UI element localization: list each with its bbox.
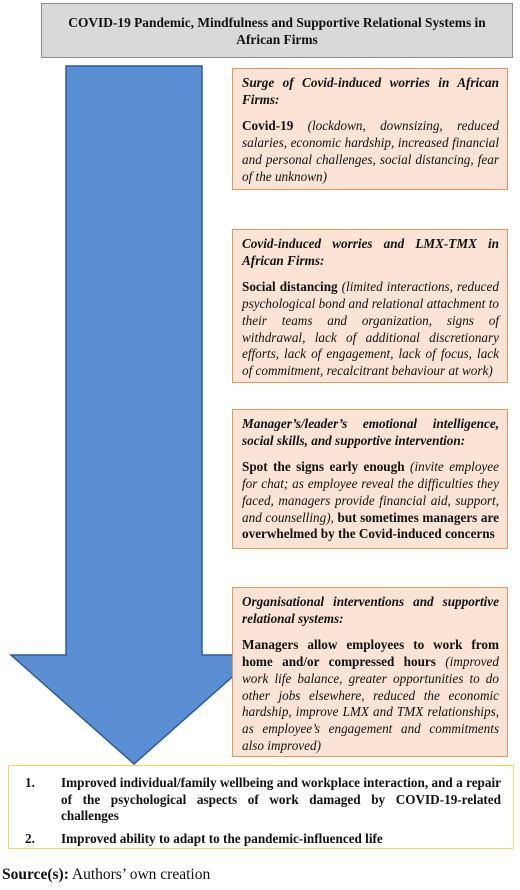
box-manager-intervention-title: Manager’s/leader’s emotional intelligence, social skills, and supportive intervention: (242, 416, 499, 448)
outcome-text: Improved ability to adapt to the pandemic-influenced life (61, 830, 383, 846)
outcomes-box (8, 765, 514, 849)
box-organisational-interventions-detail: (improved work life balance, greater opportunities to do other jobs elsewhere, reduced the economic hardship, improve LMX and TMX relationships, as employee’s engagement and commitments also improved) (242, 654, 499, 753)
outcomes-list (21, 775, 501, 847)
box-organisational-interventions-title: Organisational interventions and supportive relational systems: (242, 594, 499, 626)
outcome-item (21, 831, 501, 848)
outcome-number: 2. (25, 830, 35, 846)
source-caption (2, 866, 210, 884)
box-manager-intervention-detail: (invite employee for chat; as employee reveal the difficulties they faced, managers provide financial aid, support, and counselling), (242, 459, 499, 525)
outcome-number: 1. (25, 775, 35, 790)
box-organisational-interventions-body (242, 637, 499, 754)
box-lmx-tmx-body (242, 279, 499, 379)
box-lmx-tmx-detail: (limited interactions, reduced psychological bond and relational attachment to their teams and organization, signs of withdrawal, lack of additional discretionary efforts, lack of engagement, lack of focus, lack of commitment, recalcitrant behaviour at work) (242, 279, 499, 378)
box-covid-worries-detail: (lockdown, downsizing, reduced salaries, economic hardship, increased financial and personal challenges, social distancing, fear of the unknown) (242, 118, 499, 184)
source-text: Authors’ own creation (68, 866, 211, 883)
box-organisational-interventions (232, 587, 508, 757)
outcome-item (21, 775, 501, 825)
box-covid-worries-lead: Covid-19 (242, 118, 294, 134)
box-covid-worries-title: Surge of Covid-induced worries in African Firms: (242, 75, 499, 107)
box-lmx-tmx-title: Covid-induced worries and LMX-TMX in African Firms: (242, 236, 499, 268)
box-manager-intervention-tail: but sometimes managers are overwhelmed by the Covid-induced concerns (242, 509, 499, 542)
diagram-title-text: COVID-19 Pandemic, Mindfulness and Supportive Relational Systems in African Firms (68, 14, 486, 47)
box-manager-intervention-body (242, 459, 499, 543)
box-organisational-interventions-lead: Managers allow employees to work from home and/or compressed hours (242, 637, 499, 670)
box-covid-worries-body (242, 118, 499, 185)
box-lmx-tmx (232, 229, 508, 383)
box-manager-intervention (232, 409, 508, 549)
box-covid-worries (232, 68, 508, 190)
box-manager-intervention-lead: Spot the signs early enough (242, 459, 405, 475)
down-arrow-shape (11, 66, 257, 764)
source-label: Source(s): (2, 866, 69, 883)
outcome-text: Improved individual/family wellbeing and workplace interaction, and a repair of the psychological aspects of work damaged by COVID-19-related challenges (61, 775, 501, 823)
box-lmx-tmx-lead: Social distancing (242, 279, 338, 295)
